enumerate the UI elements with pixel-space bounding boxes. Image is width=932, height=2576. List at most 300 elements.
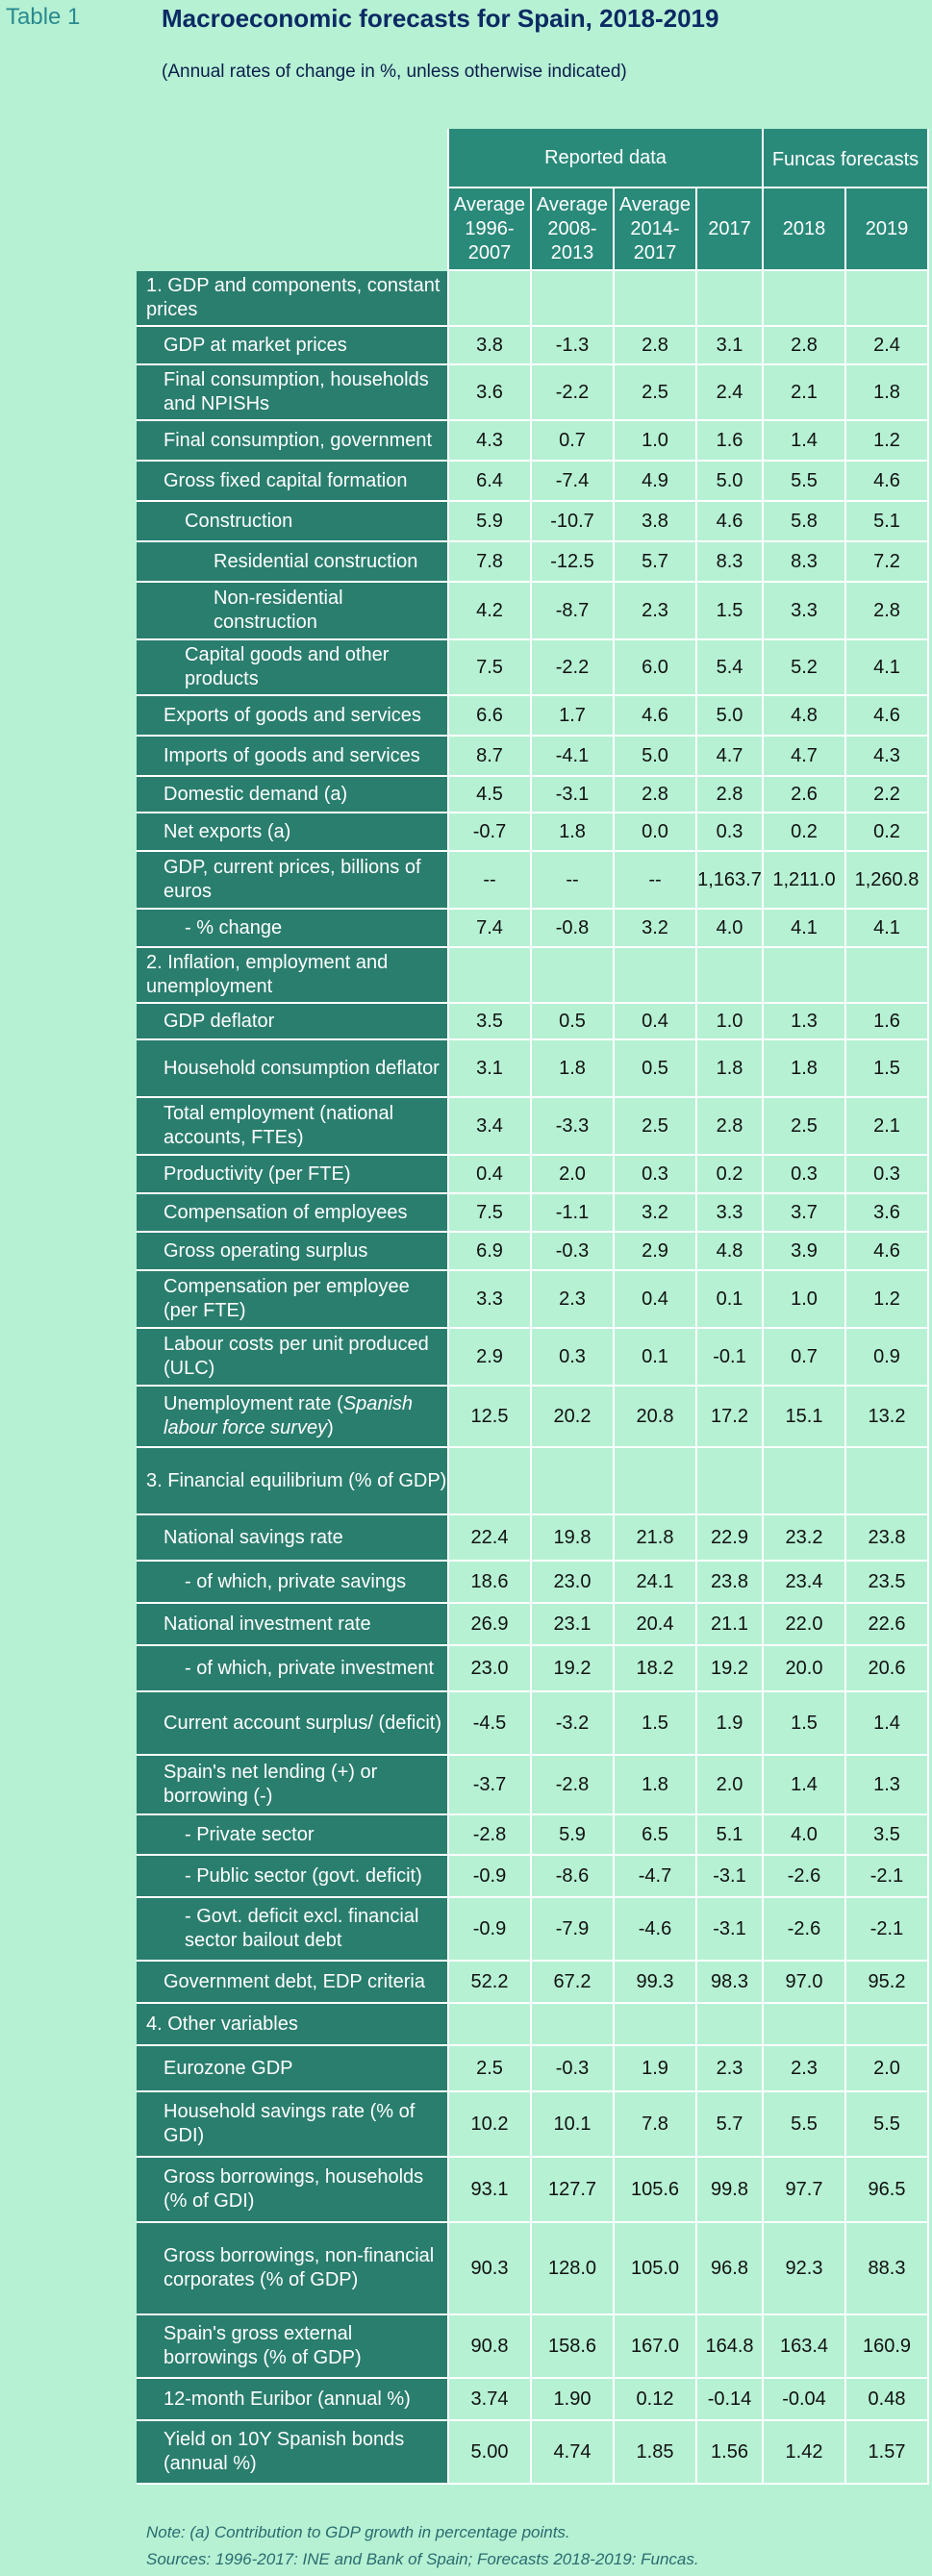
row-label [137,365,449,421]
value-cell: 1.85 [615,2421,697,2485]
value-cell: -- [449,852,532,910]
value-cell: 19.2 [532,1646,615,1692]
value-cell: 15.1 [764,1387,846,1448]
value-cell: 0.3 [764,1156,846,1194]
value-cell: -4.5 [449,1692,532,1756]
value-cell: 0.5 [615,1040,697,1098]
section-empty-cell [697,948,764,1004]
row-label-text: Final consumption, households and NPISHs [164,369,429,414]
value-cell: 22.0 [764,1604,846,1646]
value-cell: 1,163.7 [697,852,764,910]
value-cell: 7.5 [449,1194,532,1233]
row-label [137,421,449,462]
row-label-text: Eurozone GDP [164,2057,293,2079]
value-cell: 5.7 [615,542,697,583]
value-cell: 1.6 [697,421,764,462]
page-title: Macroeconomic forecasts for Spain, 2018-2019 [162,4,719,33]
value-cell: 0.7 [764,1329,846,1387]
section-empty-cell [846,271,929,327]
value-cell: 52.2 [449,1962,532,2004]
section-empty-cell [697,2004,764,2046]
row-label-text: Domestic demand (a) [164,783,348,805]
value-cell: 0.1 [615,1329,697,1387]
value-cell: -8.7 [532,583,615,640]
value-cell: 2.6 [764,777,846,813]
header-col-2017: 2017 [697,188,764,271]
row-label-text: Current account surplus/ (deficit) [164,1712,442,1734]
value-cell: 4.1 [846,640,929,696]
value-cell: 2.1 [764,365,846,421]
row-label [137,852,449,910]
value-cell: 1.90 [532,2379,615,2421]
value-cell: 1.5 [615,1692,697,1756]
value-cell: 23.5 [846,1562,929,1604]
value-cell: 167.0 [615,2315,697,2379]
value-cell: 90.8 [449,2315,532,2379]
value-cell: 2.3 [764,2046,846,2092]
section-empty-cell [615,271,697,327]
value-cell: 128.0 [532,2223,615,2315]
row-label-text: Productivity (per FTE) [164,1163,351,1185]
value-cell: 1.4 [764,421,846,462]
table-label: Table 1 [6,4,81,30]
row-label [137,1604,449,1646]
value-cell: 0.2 [764,813,846,852]
section-heading [137,1448,449,1515]
section-empty-cell [449,948,532,1004]
value-cell: 0.12 [615,2379,697,2421]
value-cell: 1.8 [697,1040,764,1098]
value-cell: 7.8 [449,542,532,583]
value-cell: 96.8 [697,2223,764,2315]
value-cell: -1.1 [532,1194,615,1233]
value-cell: 0.9 [846,1329,929,1387]
value-cell: 3.3 [449,1271,532,1329]
value-cell: 1.6 [846,1004,929,1040]
value-cell: -0.04 [764,2379,846,2421]
value-cell: 22.4 [449,1515,532,1562]
value-cell: -2.2 [532,640,615,696]
value-cell: 2.9 [615,1233,697,1271]
value-cell: 4.8 [764,696,846,737]
row-label-text: GDP, current prices, billions of euros [164,857,421,902]
forecast-table [137,129,929,2485]
row-label [137,1756,449,1815]
value-cell: 4.8 [697,1233,764,1271]
row-label [137,2421,449,2485]
value-cell: 23.4 [764,1562,846,1604]
value-cell: 6.0 [615,640,697,696]
value-cell: 22.6 [846,1604,929,1646]
value-cell: -- [532,852,615,910]
value-cell: 4.74 [532,2421,615,2485]
row-label-text: Final consumption, government [164,429,433,451]
value-cell: 2.8 [697,777,764,813]
value-cell: 4.3 [846,737,929,777]
row-label [137,910,449,948]
value-cell: 19.2 [697,1646,764,1692]
row-label [137,640,449,696]
value-cell: 20.8 [615,1387,697,1448]
value-cell: 163.4 [764,2315,846,2379]
header-col-avg-2014-2017: Average 2014-2017 [615,188,697,271]
value-cell: 23.2 [764,1515,846,1562]
value-cell: -0.7 [449,813,532,852]
row-label [137,2315,449,2379]
header-col-avg-2008-2013: Average 2008-2013 [532,188,615,271]
value-cell: -10.7 [532,502,615,542]
value-cell: 1.3 [846,1756,929,1815]
value-cell: -0.3 [532,2046,615,2092]
value-cell: 67.2 [532,1962,615,2004]
row-label [137,737,449,777]
row-label [137,1898,449,1962]
header-group-funcas: Funcas forecasts [764,129,929,188]
header-col-2019: 2019 [846,188,929,271]
value-cell: -2.2 [532,365,615,421]
row-label [137,696,449,737]
value-cell: -8.6 [532,1856,615,1898]
value-cell: 160.9 [846,2315,929,2379]
row-label [137,2046,449,2092]
section-empty-cell [697,1448,764,1515]
value-cell: 3.7 [764,1194,846,1233]
value-cell: 23.8 [846,1515,929,1562]
section-heading [137,271,449,327]
value-cell: 5.0 [697,462,764,502]
row-label [137,1562,449,1604]
section-empty-cell [532,1448,615,1515]
value-cell: 2.8 [764,327,846,365]
value-cell: 2.0 [697,1756,764,1815]
value-cell: 3.3 [764,583,846,640]
value-cell: -0.9 [449,1898,532,1962]
value-cell: 12.5 [449,1387,532,1448]
header-col-avg-1996-2007: Average 1996-2007 [449,188,532,271]
value-cell: 1.56 [697,2421,764,2485]
value-cell: -2.1 [846,1898,929,1962]
value-cell: 18.6 [449,1562,532,1604]
value-cell: 2.5 [615,365,697,421]
value-cell: 2.3 [697,2046,764,2092]
value-cell: 1.4 [764,1756,846,1815]
value-cell: 105.6 [615,2158,697,2223]
value-cell: -4.7 [615,1856,697,1898]
value-cell: -2.1 [846,1856,929,1898]
value-cell: 0.3 [532,1329,615,1387]
row-label-text: Gross borrowings, non-financial corporates (% of GDP) [164,2245,435,2290]
value-cell: 93.1 [449,2158,532,2223]
value-cell: -7.9 [532,1898,615,1962]
value-cell: 97.0 [764,1962,846,2004]
header-corner [137,129,449,188]
page-subtitle: (Annual rates of change in %, unless otherwise indicated) [162,62,627,82]
value-cell: 18.2 [615,1646,697,1692]
section-empty-cell [764,948,846,1004]
value-cell: 5.2 [764,640,846,696]
row-label-text: - of which, private investment [185,1657,434,1679]
value-cell: 3.2 [615,1194,697,1233]
section-empty-cell [615,1448,697,1515]
row-label [137,1156,449,1194]
row-label-text: National investment rate [164,1613,371,1635]
value-cell: 8.7 [449,737,532,777]
row-label-text: - of which, private savings [185,1570,407,1592]
row-label [137,1194,449,1233]
row-label-text: - Public sector (govt. deficit) [185,1864,422,1887]
value-cell: 4.6 [846,1233,929,1271]
section-empty-cell [449,271,532,327]
value-cell: -0.8 [532,910,615,948]
row-label-text: GDP deflator [164,1010,275,1032]
section-empty-cell [449,2004,532,2046]
value-cell: 2.8 [697,1098,764,1156]
value-cell: 7.5 [449,640,532,696]
header-group-reported: Reported data [449,129,764,188]
value-cell: 1.0 [764,1271,846,1329]
value-cell: 3.74 [449,2379,532,2421]
value-cell: 1.0 [697,1004,764,1040]
value-cell: 1.8 [846,365,929,421]
value-cell: 3.8 [615,502,697,542]
value-cell: 98.3 [697,1962,764,2004]
value-cell: 105.0 [615,2223,697,2315]
value-cell: 3.3 [697,1194,764,1233]
row-label [137,2379,449,2421]
value-cell: 19.8 [532,1515,615,1562]
row-label-text: 2. Inflation, employment and unemployment [146,952,389,997]
row-label [137,327,449,365]
row-label [137,1271,449,1329]
value-cell: 2.8 [615,777,697,813]
value-cell: 88.3 [846,2223,929,2315]
value-cell: 0.48 [846,2379,929,2421]
row-label [137,1329,449,1387]
row-label-text: 4. Other variables [146,2013,298,2035]
value-cell: -3.1 [532,777,615,813]
value-cell: 5.0 [697,696,764,737]
row-label [137,813,449,852]
row-label [137,502,449,542]
value-cell: -2.6 [764,1898,846,1962]
value-cell: 4.0 [697,910,764,948]
value-cell: -0.1 [697,1329,764,1387]
row-label-text: Gross fixed capital formation [164,469,408,491]
value-cell: 0.7 [532,421,615,462]
value-cell: 4.6 [846,696,929,737]
value-cell: -- [615,852,697,910]
row-label [137,1815,449,1856]
row-label-text: Net exports (a) [164,820,291,842]
value-cell: 0.3 [846,1156,929,1194]
value-cell: 4.2 [449,583,532,640]
value-cell: 2.0 [846,2046,929,2092]
value-cell: -2.6 [764,1856,846,1898]
value-cell: 7.2 [846,542,929,583]
row-label [137,542,449,583]
row-label-text: Household savings rate (% of GDI) [164,2101,416,2146]
row-label [137,1856,449,1898]
section-empty-cell [697,271,764,327]
value-cell: 5.5 [764,2092,846,2158]
row-label-text: Spain's net lending (+) or borrowing (-) [164,1762,378,1807]
row-label-text: Capital goods and other products [185,644,390,689]
section-empty-cell [532,948,615,1004]
section-empty-cell [764,1448,846,1515]
value-cell: 1.7 [532,696,615,737]
value-cell: 2.5 [764,1098,846,1156]
row-label-text: Labour costs per unit produced (ULC) [164,1334,429,1379]
row-label [137,2092,449,2158]
row-label [137,462,449,502]
section-empty-cell [846,2004,929,2046]
value-cell: 5.4 [697,640,764,696]
value-cell: -0.3 [532,1233,615,1271]
value-cell: -3.1 [697,1898,764,1962]
value-cell: 4.6 [697,502,764,542]
value-cell: 158.6 [532,2315,615,2379]
row-label-text: - Private sector [185,1823,315,1845]
value-cell: 0.4 [449,1156,532,1194]
value-cell: 5.9 [532,1815,615,1856]
section-empty-cell [532,2004,615,2046]
row-label-text: Non-residential construction [214,588,343,633]
value-cell: 2.4 [846,327,929,365]
value-cell: -12.5 [532,542,615,583]
header-col-2018: 2018 [764,188,846,271]
row-label-text: Gross borrowings, households (% of GDI) [164,2166,424,2212]
section-empty-cell [764,271,846,327]
value-cell: 0.3 [697,813,764,852]
row-label-text: GDP at market prices [164,334,347,356]
row-label [137,1692,449,1756]
row-label [137,1098,449,1156]
row-label [137,777,449,813]
value-cell: 23.0 [449,1646,532,1692]
row-label [137,1515,449,1562]
value-cell: 1.5 [764,1692,846,1756]
value-cell: 97.7 [764,2158,846,2223]
value-cell: 4.1 [846,910,929,948]
value-cell: 0.0 [615,813,697,852]
section-empty-cell [449,1448,532,1515]
value-cell: 4.9 [615,462,697,502]
value-cell: 21.8 [615,1515,697,1562]
value-cell: 2.5 [615,1098,697,1156]
value-cell: 5.9 [449,502,532,542]
value-cell: 20.4 [615,1604,697,1646]
value-cell: 99.8 [697,2158,764,2223]
value-cell: 23.0 [532,1562,615,1604]
value-cell: 5.8 [764,502,846,542]
value-cell: 92.3 [764,2223,846,2315]
row-label-text: 1. GDP and components, constant prices [146,275,441,320]
value-cell: 20.2 [532,1387,615,1448]
section-empty-cell [615,948,697,1004]
value-cell: 1.5 [697,583,764,640]
row-label-text: National savings rate [164,1526,343,1548]
value-cell: -0.9 [449,1856,532,1898]
value-cell: -3.2 [532,1692,615,1756]
value-cell: 1.9 [615,2046,697,2092]
value-cell: 1.2 [846,1271,929,1329]
value-cell: 0.4 [615,1004,697,1040]
value-cell: 0.5 [532,1004,615,1040]
row-label-text: Total employment (national accounts, FTEs) [164,1103,394,1148]
value-cell: 1.0 [615,421,697,462]
value-cell: 1,260.8 [846,852,929,910]
value-cell: 5.1 [697,1815,764,1856]
row-label [137,1962,449,2004]
value-cell: 22.9 [697,1515,764,1562]
value-cell: -0.14 [697,2379,764,2421]
value-cell: 2.4 [697,365,764,421]
value-cell: 4.7 [764,737,846,777]
value-cell: 5.5 [846,2092,929,2158]
value-cell: 13.2 [846,1387,929,1448]
value-cell: 24.1 [615,1562,697,1604]
value-cell: 0.4 [615,1271,697,1329]
section-empty-cell [532,271,615,327]
value-cell: -2.8 [532,1756,615,1815]
section-empty-cell [615,2004,697,2046]
value-cell: 5.7 [697,2092,764,2158]
value-cell: 20.0 [764,1646,846,1692]
row-label-text: Compensation per employee (per FTE) [164,1276,410,1321]
row-label-text: Imports of goods and services [164,744,420,766]
header-corner-2 [137,188,449,271]
value-cell: 4.3 [449,421,532,462]
value-cell: 23.8 [697,1562,764,1604]
row-label [137,1646,449,1692]
value-cell: 0.2 [846,813,929,852]
value-cell: 3.6 [846,1194,929,1233]
value-cell: -3.7 [449,1756,532,1815]
value-cell: 3.1 [449,1040,532,1098]
value-cell: 23.1 [532,1604,615,1646]
value-cell: 6.4 [449,462,532,502]
value-cell: 5.00 [449,2421,532,2485]
value-cell: -3.3 [532,1098,615,1156]
value-cell: 2.3 [615,583,697,640]
value-cell: 0.1 [697,1271,764,1329]
value-cell: 3.5 [846,1815,929,1856]
value-cell: -2.8 [449,1815,532,1856]
value-cell: 2.8 [846,583,929,640]
row-label-text: Spain's gross external borrowings (% of GDP) [164,2323,362,2368]
value-cell: 3.2 [615,910,697,948]
value-cell: 2.0 [532,1156,615,1194]
value-cell: 4.6 [615,696,697,737]
value-cell: 3.8 [449,327,532,365]
value-cell: -4.1 [532,737,615,777]
row-label-text: Household consumption deflator [164,1057,440,1079]
value-cell: 1.8 [532,813,615,852]
value-cell: 2.2 [846,777,929,813]
section-empty-cell [846,1448,929,1515]
value-cell: 7.4 [449,910,532,948]
table-sources: Sources: 1996-2017: INE and Bank of Spain; Forecasts 2018-2019: Funcas. [146,2550,699,2568]
value-cell: 90.3 [449,2223,532,2315]
row-label-text: Unemployment rate (Spanish labour force survey) [164,1393,414,1438]
value-cell: 1.9 [697,1692,764,1756]
value-cell: 95.2 [846,1962,929,2004]
value-cell: 2.3 [532,1271,615,1329]
value-cell: 1.8 [615,1756,697,1815]
value-cell: 1.3 [764,1004,846,1040]
row-label-text: - Govt. deficit excl. financial sector bailout debt [185,1906,419,1951]
value-cell: 1.8 [764,1040,846,1098]
